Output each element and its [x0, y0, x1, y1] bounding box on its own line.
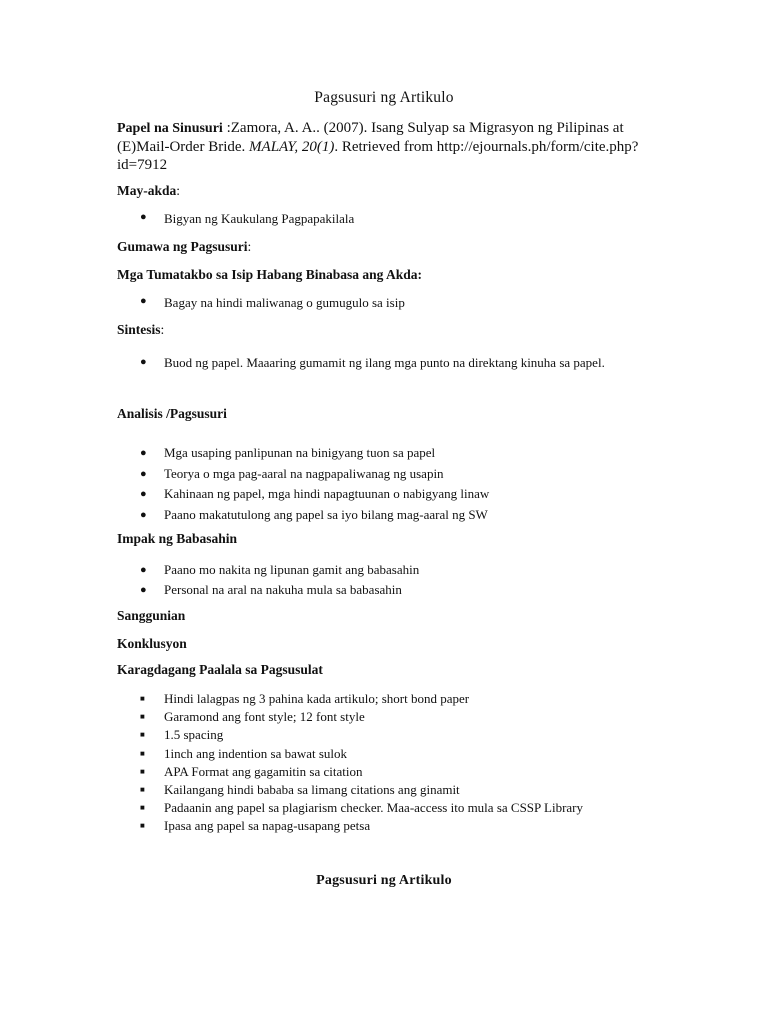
bullet-icon: ●	[140, 508, 147, 521]
heading-sintesis: Sintesis:	[117, 322, 165, 337]
square-bullet-icon: ■	[140, 712, 145, 722]
square-bullet-icon: ■	[140, 785, 145, 795]
square-bullet-icon: ■	[140, 803, 145, 813]
list-impak	[140, 560, 660, 600]
heading-konklusyon: Konklusyon	[117, 636, 187, 651]
list-item: ■ APA Format ang gagamitin sa citation	[140, 763, 660, 781]
heading-may-akda: May-akda:	[117, 183, 181, 198]
list-item: ■ Padaanin ang papel sa plagiarism checker. Maa-access ito mula sa CSSP Library	[140, 799, 660, 817]
citation-label: Papel na Sinusuri	[117, 121, 223, 136]
bullet-icon: ●	[140, 295, 147, 307]
citation-retrieved: . Retrieved from http://ejournals.ph/form/cite.php?id=7912	[117, 139, 639, 173]
heading-impak: Impak ng Babasahin	[117, 531, 238, 546]
citation-journal: MALAY, 20(1)	[249, 139, 335, 155]
list-item: ● Bigyan ng Kaukulang Pagpapakilala	[140, 211, 355, 226]
list-item: ■ Hindi lalagpas ng 3 pahina kada artikulo; short bond paper	[140, 690, 660, 708]
citation-paragraph	[117, 119, 657, 174]
list-item: ■ Ipasa ang papel sa napag-usapang petsa	[140, 817, 660, 835]
list-item: ● Buod ng papel. Maaaring gumamit ng ilang mga punto na direktang kinuha sa papel.	[140, 355, 605, 370]
list-item: ● Kahinaan ng papel, mga hindi napagtuunan o nabigyang linaw	[140, 484, 660, 505]
list-tumatakbo	[140, 295, 660, 311]
list-item: ● Paano mo nakita ng lipunan gamit ang babasahin	[140, 560, 660, 580]
bullet-icon: ●	[140, 447, 147, 459]
square-bullet-icon: ■	[140, 766, 145, 776]
bullet-icon: ●	[140, 211, 147, 223]
bullet-icon: ●	[140, 467, 147, 480]
heading-analisis: Analisis /Pagsusuri	[117, 406, 227, 421]
heading-tumatakbo: Mga Tumatakbo sa Isip Habang Binabasa ang Akda:	[117, 267, 422, 282]
list-sintesis	[140, 353, 635, 372]
heading-paalala: Karagdagang Paalala sa Pagsusulat	[117, 662, 323, 677]
list-item: ● Teorya o mga pag-aaral na nagpapaliwanag ng usapin	[140, 464, 660, 485]
list-paalala	[140, 690, 660, 836]
list-item: ● Mga usaping panlipunan na binigyang tuon sa papel	[140, 443, 660, 464]
citation-text: :Zamora, A. A.. (2007). Isang Sulyap sa Migrasyon ng Pilipinas at (E)Mail-Order Bride.	[117, 120, 624, 155]
list-item: ■ 1.5 spacing	[140, 726, 660, 744]
heading-sanggunian: Sanggunian	[117, 608, 186, 623]
document-title: Pagsusuri ng Artikulo	[314, 89, 454, 106]
list-item: ● Paano makatutulong ang papel sa iyo bilang mag-aaral ng SW	[140, 505, 660, 526]
bottom-title: Pagsusuri ng Artikulo	[316, 873, 452, 888]
square-bullet-icon: ■	[140, 694, 145, 703]
square-bullet-icon: ■	[140, 730, 145, 740]
bullet-icon: ●	[140, 564, 147, 576]
bullet-icon: ●	[140, 488, 147, 500]
list-item: ● Bagay na hindi maliwanag o gumugulo sa isip	[140, 295, 405, 310]
list-item: ■ Garamond ang font style; 12 font style	[140, 708, 660, 726]
list-item: ● Personal na aral na nakuha mula sa babasahin	[140, 580, 660, 600]
bullet-icon: ●	[140, 356, 147, 368]
list-analisis	[140, 443, 660, 525]
square-bullet-icon: ■	[140, 748, 145, 758]
bullet-icon: ●	[140, 584, 147, 596]
square-bullet-icon: ■	[140, 821, 145, 831]
heading-gumawa: Gumawa ng Pagsusuri:	[117, 239, 252, 254]
list-may-akda	[140, 211, 660, 227]
list-item: ■ 1inch ang indention sa bawat sulok	[140, 745, 660, 763]
list-item: ■ Kailangang hindi bababa sa limang citations ang ginamit	[140, 781, 660, 799]
